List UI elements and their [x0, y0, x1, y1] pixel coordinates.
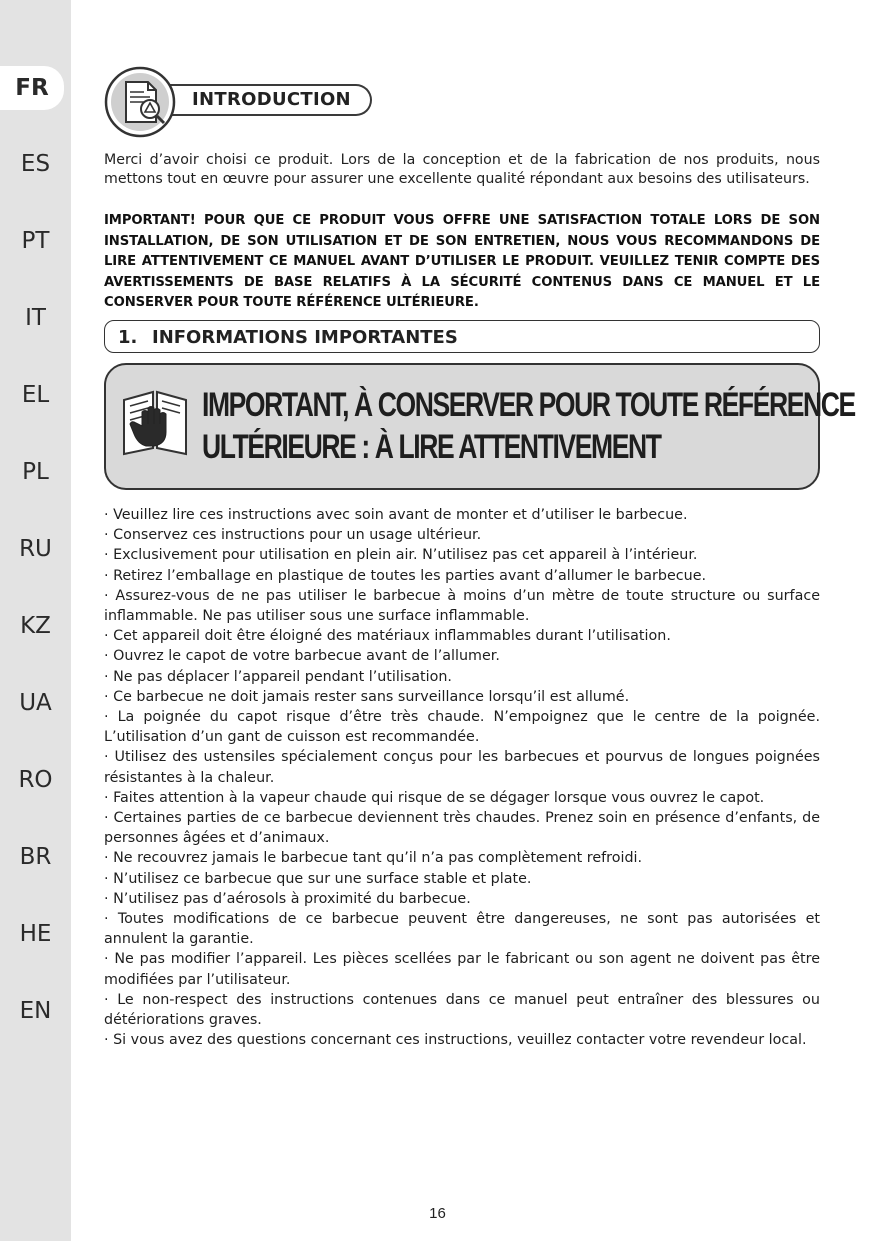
lang-tab-it[interactable]: IT: [25, 305, 46, 331]
list-item: · La poignée du capot risque d’être très chaude. N’empoignez que le centre de la poignée. L’utilisation d’un gant de cuisson est recommandée.: [104, 707, 820, 747]
list-item: · N’utilisez ce barbecue que sur une surface stable et plate.: [104, 869, 820, 889]
section-title: INFORMATIONS IMPORTANTES: [152, 327, 458, 348]
lang-tab-ua[interactable]: UA: [19, 690, 52, 716]
list-item: · Toutes modifications de ce barbecue peuvent être dangereuses, ne sont pas autorisées et annulent la garantie.: [104, 909, 820, 949]
list-item: · Ouvrez le capot de votre barbecue avant de l’allumer.: [104, 646, 820, 666]
safety-instructions-list: [104, 505, 820, 1050]
lang-tab-ro[interactable]: RO: [18, 767, 53, 793]
list-item: · Ne pas déplacer l’appareil pendant l’utilisation.: [104, 667, 820, 687]
list-item: · Certaines parties de ce barbecue deviennent très chaudes. Prenez soin en présence d’enfants, de personnes âgées et d’animaux.: [104, 808, 820, 848]
language-sidebar: [0, 0, 71, 1241]
lang-tab-br[interactable]: BR: [19, 844, 52, 870]
lang-tab-fr[interactable]: FR: [0, 66, 64, 110]
list-item: · Conservez ces instructions pour un usage ultérieur.: [104, 525, 820, 545]
list-item: · Le non-respect des instructions contenues dans ce manuel peut entraîner des blessures ou détériorations graves.: [104, 990, 820, 1030]
document-warning-icon: [104, 66, 176, 138]
lang-tab-el[interactable]: EL: [21, 382, 50, 408]
list-item: · Si vous avez des questions concernant ces instructions, veuillez contacter votre revendeur local.: [104, 1030, 820, 1050]
page-number: 16: [429, 1205, 446, 1222]
list-item: · N’utilisez pas d’aérosols à proximité du barbecue.: [104, 889, 820, 909]
list-item: · Ne recouvrez jamais le barbecue tant qu’il n’a pas complètement refroidi.: [104, 848, 820, 868]
lang-tab-pl[interactable]: PL: [22, 459, 49, 485]
lang-tab-kz[interactable]: KZ: [20, 613, 51, 639]
important-notice: IMPORTANT! POUR QUE CE PRODUIT VOUS OFFRE UNE SATISFACTION TOTALE LORS DE SON INSTALLATION, DE SON UTILISATION ET DE SON ENTRETIEN, NOUS VOUS RECOMMANDONS DE LIRE ATTENTIVEMENT CE MANUEL AVANT D’UTILISER LE PRODUIT. VEUILLEZ TENIR COMPTE DES AVERTISSEMENTS DE BASE RELATIFS À LA SÉCURITÉ CONTENUS DANS CE MANUEL ET LE CONSERVER POUR TOUTE RÉFÉRENCE ULTÉRIEURE.: [104, 213, 820, 310]
lang-tab-es[interactable]: ES: [20, 151, 51, 177]
list-item: · Retirez l’emballage en plastique de toutes les parties avant d’allumer le barbecue.: [104, 566, 820, 586]
lang-tab-pt[interactable]: PT: [21, 228, 50, 254]
warning-banner: [104, 363, 820, 490]
read-manual-icon: [120, 386, 190, 458]
intro-paragraph: Merci d’avoir choisi ce produit. Lors de la conception et de la fabrication de nos produits, nous mettons tout en œuvre pour assurer une excellente qualité répondant aux besoins des utilisateurs.: [104, 152, 820, 187]
list-item: · Utilisez des ustensiles spécialement conçus pour les barbecues et pourvus de longues poignées résistantes à la chaleur.: [104, 747, 820, 787]
list-item: · Exclusivement pour utilisation en plein air. N’utilisez pas cet appareil à l’intérieur.: [104, 545, 820, 565]
warning-line-1: IMPORTANT, À CONSERVER POUR TOUTE RÉFÉRENCE: [202, 386, 855, 424]
list-item: · Cet appareil doit être éloigné des matériaux inflammables durant l’utilisation.: [104, 626, 820, 646]
list-item: · Veuillez lire ces instructions avec soin avant de monter et d’utiliser le barbecue.: [104, 505, 820, 525]
list-item: · Ne pas modifier l’appareil. Les pièces scellées par le fabricant ou son agent ne doivent pas être modifiées par l’utilisateur.: [104, 949, 820, 989]
lang-tab-ru[interactable]: RU: [19, 536, 52, 562]
list-item: · Faites attention à la vapeur chaude qui risque de se dégager lorsque vous ouvrez le capot.: [104, 788, 820, 808]
list-item: · Ce barbecue ne doit jamais rester sans surveillance lorsqu’il est allumé.: [104, 687, 820, 707]
introduction-title: INTRODUCTION: [192, 89, 351, 110]
warning-line-2: ULTÉRIEURE : À LIRE ATTENTIVEMENT: [202, 428, 661, 466]
list-item: · Assurez-vous de ne pas utiliser le barbecue à moins d’un mètre de toute structure ou surface inflammable. Ne pas utiliser sous une surface inflammable.: [104, 586, 820, 626]
lang-tab-he[interactable]: HE: [19, 921, 52, 947]
section-number: 1.: [118, 327, 138, 348]
lang-tab-en[interactable]: EN: [19, 998, 52, 1024]
